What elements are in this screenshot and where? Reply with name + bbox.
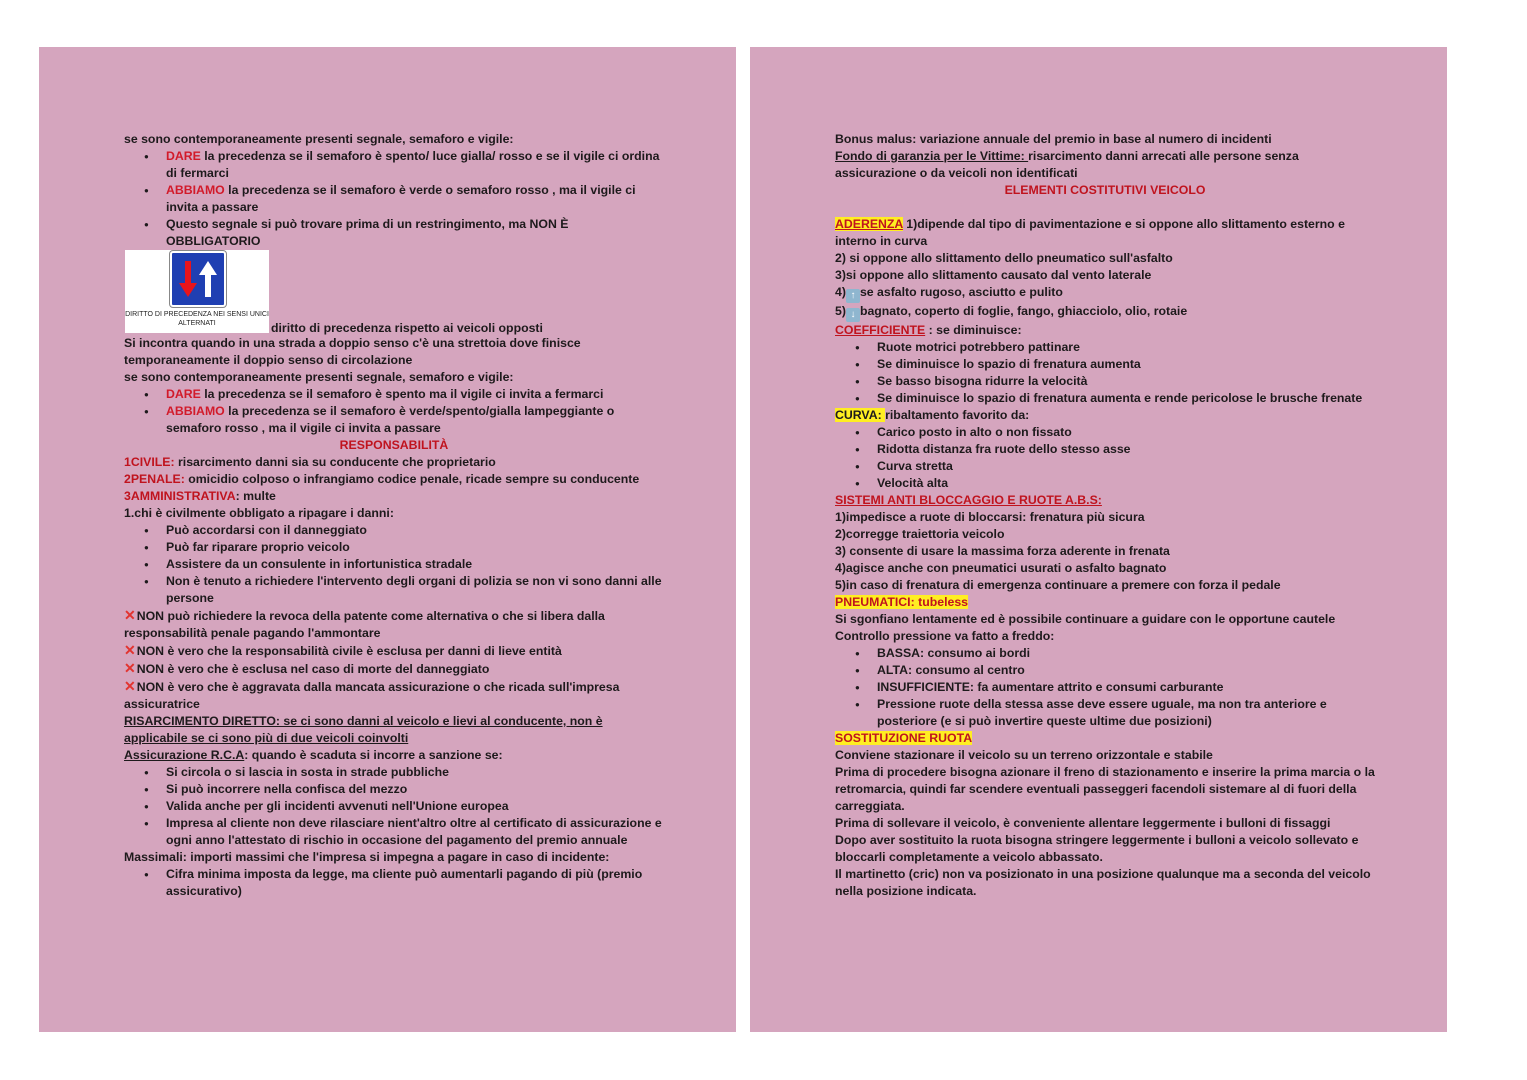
list-item [166, 403, 664, 437]
item-number: 4) [835, 285, 846, 299]
bullet-list-rca [124, 764, 664, 849]
cross-mark-icon: ✕ [124, 642, 136, 658]
coefficiente-label: COEFFICIENTE [835, 323, 926, 337]
list-item: ● Se diminuisce lo spazio di frenatura aumenta e rende pericolose le brusche frenate [877, 390, 1375, 407]
list-item: ● Ridotta distanza fra ruote dello stesso asse [877, 441, 1375, 458]
list-item: ● Impresa al cliente non deve rilasciare nient'altro oltre al certificato di assicurazione e ogni anno l'attestato di rischio in occasione del pagamento del premio annuale [166, 815, 664, 849]
list-item: ● Non è tenuto a richiedere l'intervento degli organi di polizia se non vi sono danni alle persone [166, 573, 664, 607]
list-item: ● Se diminuisce lo spazio di frenatura aumenta [877, 356, 1375, 373]
aderenza-1 [835, 216, 1375, 250]
item-number: 5) [835, 304, 846, 318]
bonus-malus: Bonus malus: variazione annuale del premio in base al numero di incidenti [835, 132, 1272, 146]
heading-responsabilita: RESPONSABILITÀ [339, 438, 449, 452]
list-item [166, 148, 664, 182]
list-item: ● Carico posto in alto o non fissato [877, 424, 1375, 441]
sostituzione-line: nella posizione indicata. [835, 884, 977, 898]
fondo-label: Fondo di garanzia per le Vittime: [835, 149, 1029, 163]
aderenza-4 [835, 284, 1375, 303]
paragraph: Si incontra quando in una strada a doppio senso c'è una strettoia dove finisce temporaneamente il doppio senso di circolazione [124, 336, 581, 367]
keyword-abbiamo: ABBIAMO [166, 183, 225, 197]
curva-text: ribaltamento favorito da: [885, 408, 1030, 422]
non-item [124, 678, 664, 713]
page-left [39, 47, 736, 1032]
sostituzione-line: Il martinetto (cric) non va posizionato in una posizione qualunque ma a seconda del veicolo [835, 867, 1371, 881]
resp-penale [124, 471, 664, 488]
list-item: ● Ruote motrici potrebbero pattinare [877, 339, 1375, 356]
rca-line [124, 747, 664, 764]
sostituzione [835, 730, 1375, 747]
rca-text: : quando è scaduta si incorre a sanzione se: [244, 748, 503, 762]
list-item: ● BASSA: consumo ai bordi [877, 645, 1375, 662]
page-right [750, 47, 1447, 1032]
spacer [835, 199, 1375, 216]
abs-line: 1)impedisce a ruote di bloccarsi: frenatura più sicura [835, 510, 1145, 524]
non-item-text: NON è vero che è esclusa nel caso di morte del danneggiato [136, 662, 490, 676]
list-item-text: la precedenza se il semaforo è verde/spento/gialla lampeggiante o semaforo rosso , ma il vigile ci invita a passare [166, 404, 615, 435]
list-item: ● Si può incorrere nella confisca del mezzo [166, 781, 664, 798]
abs-line: 5)in caso di frenatura di emergenza continuare a premere con forza il pedale [835, 578, 1281, 592]
sign-plate [170, 251, 226, 307]
intro-text: se sono contemporaneamente presenti segnale, semaforo e vigile: [124, 370, 514, 384]
bullet-list-curva [835, 424, 1375, 492]
abs-line: 4)agisce anche con pneumatici usurati o asfalto bagnato [835, 561, 1167, 575]
rca-label: Assicurazione R.C.A [124, 748, 245, 762]
fondo-text: risarcimento danni arrecati alle persone senza assicurazione o da veicoli non identificati [835, 149, 1299, 180]
pneumatici-line: Si sgonfiano lentamente ed è possibile continuare a guidare con le opportune cautele [835, 612, 1336, 626]
aderenza-5 [835, 303, 1375, 322]
bullet-list-massimali [124, 866, 664, 900]
bullet-list-precedence-1 [124, 148, 664, 250]
list-item: ● Può far riparare proprio veicolo [166, 539, 664, 556]
list-item: ● Se basso bisogna ridurre la velocità [877, 373, 1375, 390]
sostituzione-line: Conviene stazionare il veicolo su un terreno orizzontale e stabile [835, 748, 1213, 762]
resp-text: : multe [235, 489, 276, 503]
sostituzione-line: Prima di procedere bisogna azionare il freno di stazionamento e inserire la prima marcia o la retromarcia, quindi far scendere eventuali passeggeri facendoli sistemare al di fuori della carreggiata. [835, 765, 1375, 813]
list-item [166, 182, 664, 216]
pneumatici-label: PNEUMATICI: tubeless [835, 595, 969, 609]
abs-line: 3) consente di usare la massima forza aderente in frenata [835, 544, 1170, 558]
sign-row [124, 250, 664, 335]
list-item: ● Cifra minima imposta da legge, ma cliente può aumentarli pagando di più (premio assicurativo) [166, 866, 664, 900]
resp-label: 2PENALE: [124, 472, 185, 486]
curva-label: CURVA: [835, 408, 886, 422]
page-left-content [124, 131, 664, 900]
civil-intro: 1.chi è civilmente obbligato a ripagare i danni: [124, 506, 394, 520]
list-item: ● ALTA: consumo al centro [877, 662, 1375, 679]
aderenza-text: bagnato, coperto di foglie, fango, ghiacciolo, olio, rotaie [859, 304, 1188, 318]
pneumatici [835, 594, 1375, 611]
list-item [166, 216, 664, 250]
list-item: ● Pressione ruote della stessa asse deve essere uguale, ma non tra anteriore e posteriore (e si può invertire queste ultime due posizioni) [877, 696, 1375, 730]
list-item: ● Valida anche per gli incidenti avvenuti nell'Unione europea [166, 798, 664, 815]
aderenza-2: 2) si oppone allo slittamento dello pneumatico sull'asfalto [835, 251, 1173, 265]
page-right-content [835, 131, 1375, 900]
bullet-list-coefficiente [835, 339, 1375, 407]
bullet-list-precedence-2 [124, 386, 664, 437]
resp-label: 1CIVILE: [124, 455, 175, 469]
sign-description: diritto di precedenza rispetto ai veicoli opposti [271, 321, 543, 335]
bullet-list-pressione [835, 645, 1375, 730]
pneumatici-line: Controllo pressione va fatto a freddo: [835, 629, 1055, 643]
sostituzione-label: SOSTITUZIONE RUOTA [835, 731, 973, 745]
list-item-text: la precedenza se il semaforo è spento/ luce gialla/ rosso e se il vigile ci ordina di fermarci [166, 149, 660, 180]
resp-text: risarcimento danni sia su conducente che proprietario [174, 455, 496, 469]
aderenza-label: ADERENZA [835, 217, 903, 231]
resp-label: 3AMMINISTRATIVA [124, 489, 236, 503]
keyword-dare: DARE [166, 149, 201, 163]
risarcimento-diretto: RISARCIMENTO DIRETTO: se ci sono danni al veicolo e lievi al conducente, non è applicabile se ci sono più di due veicoli coinvolti [124, 714, 603, 745]
cross-mark-icon: ✕ [124, 660, 136, 676]
aderenza-text: 1)dipende dal tipo di pavimentazione e si oppone allo slittamento esterno e interno in curva [835, 217, 1345, 248]
list-item: ● Assistere da un consulente in infortunistica stradale [166, 556, 664, 573]
curva [835, 407, 1375, 424]
list-item: ● Può accordarsi con il danneggiato [166, 522, 664, 539]
road-sign-image [125, 250, 269, 333]
non-item [124, 660, 664, 678]
list-item: ● Si circola o si lascia in sosta in strade pubbliche [166, 764, 664, 781]
non-item [124, 607, 664, 642]
cross-mark-icon: ✕ [124, 678, 136, 694]
fondo-garanzia [835, 148, 1375, 182]
resp-text: omicidio colposo o infrangiamo codice penale, ricade sempre su conducente [184, 472, 640, 486]
non-item-text: NON è vero che la responsabilità civile è esclusa per danni di lieve entità [136, 644, 562, 658]
list-item: ● Curva stretta [877, 458, 1375, 475]
bullet-list-civil [124, 522, 664, 607]
keyword-dare: DARE [166, 387, 201, 401]
list-item-text: la precedenza se il semaforo è spento ma il vigile ci invita a fermarci [200, 387, 604, 401]
list-item [166, 386, 664, 403]
keyword-abbiamo: ABBIAMO [166, 404, 225, 418]
non-item-text: NON può richiedere la revoca della patente come alternativa o che si libera dalla responsabilità penale pagando l'ammontare [124, 609, 605, 640]
non-item-text: NON è vero che è aggravata dalla mancata assicurazione o che ricada sull'impresa assicuratrice [124, 680, 620, 711]
heading-elementi: ELEMENTI COSTITUTIVI VEICOLO [1004, 183, 1206, 197]
aderenza-3: 3)si oppone allo slittamento causato dal vento laterale [835, 268, 1152, 282]
list-item-text: Questo segnale si può trovare prima di un restringimento, ma NON È OBBLIGATORIO [166, 217, 569, 248]
non-item [124, 642, 664, 660]
sostituzione-line: Dopo aver sostituito la ruota bisogna stringere leggermente i bulloni a veicolo sollevato e bloccarli completamente a veicolo abbassato. [835, 833, 1359, 864]
abs-line: 2)corregge traiettoria veicolo [835, 527, 1005, 541]
coefficiente [835, 322, 1375, 339]
priority-over-oncoming-icon [172, 253, 224, 305]
abs-heading: SISTEMI ANTI BLOCCAGGIO E RUOTE A.B.S: [835, 493, 1102, 507]
massimali: Massimali: importi massimi che l'impresa si impegna a pagare in caso di incidente: [124, 850, 610, 864]
intro-text: se sono contemporaneamente presenti segnale, semaforo e vigile: [124, 132, 514, 146]
sign-caption: DIRITTO DI PRECEDENZA NEI SENSI UNICI ALTERNATI [125, 311, 269, 327]
cross-mark-icon: ✕ [124, 607, 136, 623]
list-item: ● INSUFFICIENTE: fa aumentare attrito e consumi carburante [877, 679, 1375, 696]
sostituzione-line: Prima di sollevare il veicolo, è conveniente allentare leggermente i bulloni di fissaggi [835, 816, 1331, 830]
coefficiente-text: : se diminuisce: [925, 323, 1022, 337]
arrow-down-icon: ↓ [846, 308, 860, 322]
aderenza-text: se asfalto rugoso, asciutto e pulito [859, 285, 1063, 299]
list-item: ● Velocità alta [877, 475, 1375, 492]
resp-amministrativa [124, 488, 664, 505]
list-item-text: la precedenza se il semaforo è verde o semaforo rosso , ma il vigile ci invita a passare [166, 183, 636, 214]
arrow-up-icon: ↑ [846, 289, 860, 303]
resp-civile [124, 454, 664, 471]
